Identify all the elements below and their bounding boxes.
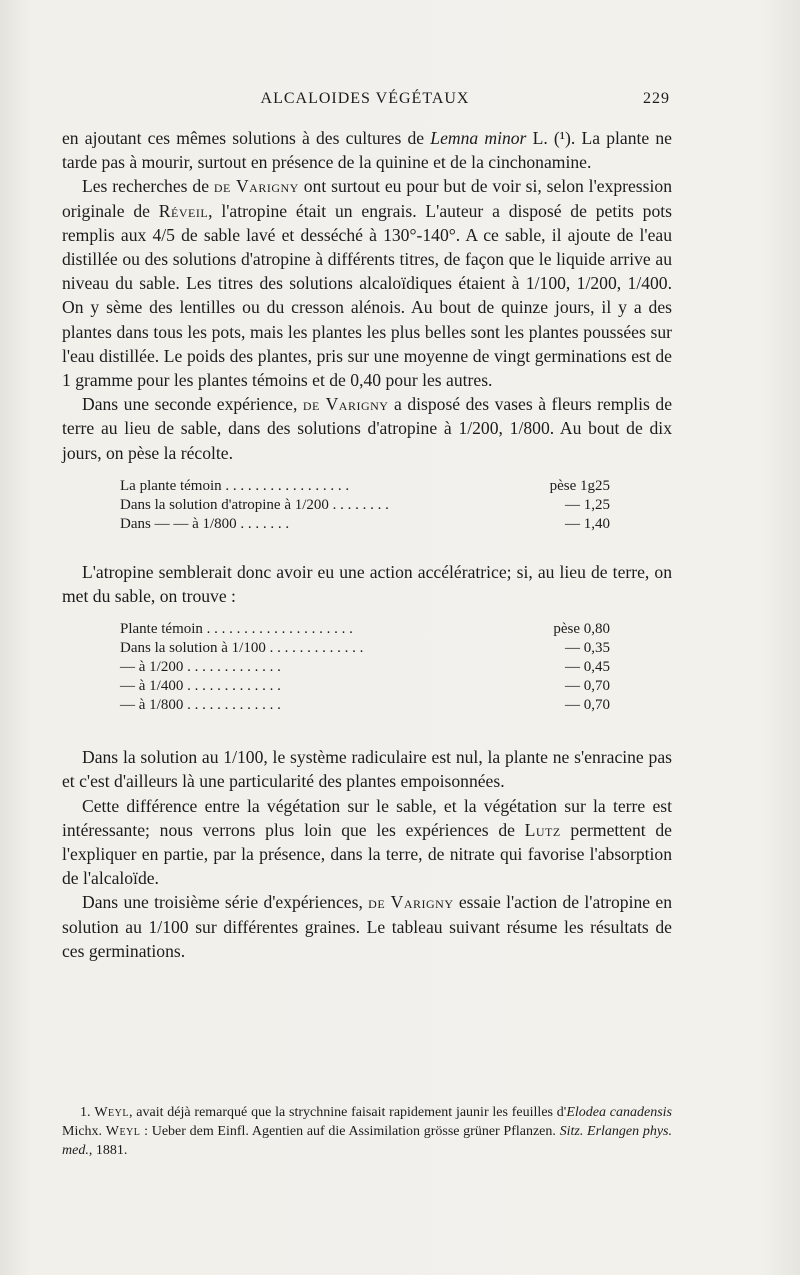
table-row xyxy=(120,477,610,496)
paragraph-2 xyxy=(62,174,672,392)
paragraph-1 xyxy=(62,126,672,174)
species-name: Lemna minor xyxy=(430,128,527,148)
paragraph-7 xyxy=(62,890,672,963)
paragraph-6 xyxy=(62,794,672,891)
row-label: Dans la solution à 1/100 . . . . . . . . . . . . . xyxy=(120,640,364,657)
text-run: : Ueber dem Einfl. Agentien auf die Assimilation grösse grüner Pflanzen. xyxy=(140,1124,560,1139)
text-run: , avait déjà remarqué que la strychnine faisait rapidement jaunir les feuilles d' xyxy=(128,1105,567,1120)
text-run: Michx. xyxy=(62,1124,106,1139)
text-run: en ajoutant ces mêmes solutions à des cultures de xyxy=(62,128,431,148)
text-run: L. (¹). La plante ne tarde pas à mourir, surtout en présence de la quinine et de la cinchonamine. xyxy=(62,128,672,173)
row-label: — à 1/800 . . . . . . . . . . . . . xyxy=(120,697,281,714)
row-value: — 1,25 xyxy=(565,496,610,513)
text-run: essaie l'action de l'atropine en solution au 1/100 sur différentes graines. Le tableau suivant résume les résultats de ces germinations. xyxy=(62,892,672,961)
row-value: — 0,45 xyxy=(565,659,610,676)
page-number: 229 xyxy=(643,90,670,107)
journal-title: Sitz. Erlangen phys. med. xyxy=(62,1124,673,1158)
author-name: de Varigny xyxy=(302,394,389,415)
text-run: a disposé des vases à fleurs remplis de terre au lieu de sable, dans des solutions d'atropine à 1/200, 1/800. Au bout de dix jours, on pèse la récolte. xyxy=(62,394,673,463)
author-name: Réveil xyxy=(158,200,209,221)
row-value: — 0,35 xyxy=(565,640,610,657)
row-value: pèse 0,80 xyxy=(553,621,610,638)
paragraph-3 xyxy=(62,392,672,465)
text-run: ont surtout eu pour but de voir si, selon l'expression originale de xyxy=(62,176,672,221)
paragraph-5: Dans la solution au 1/100, le système radiculaire est nul, la plante ne s'enracine pas et c'est d'ailleurs là une particularité des plantes empoisonnées. xyxy=(62,747,672,792)
text-run: , l'atropine était un engrais. L'auteur a disposé de petits pots remplis aux 4/5 de sable lavé et desséché à 130°-140°. A ce sable, il ajoute de l'eau distillée ou des solutions d'atropine à différents titres, de façon que le liquide arrive au niveau du sable. Les titres des solutions alcaloïdiques étaient à 1/100, 1/200, 1/400. On y sème des lentilles ou du cresson alénois. Au bout de quinze jours, il y a des plantes dans tous les pots, mais les plantes les plus belles sont les plantes poussées sur l'eau distillée. Le poids des plantes, pris sur une moyenne de vingt germinations est de 1 gramme pour les plantes témoins et de 0,40 pour les autres. xyxy=(62,200,672,391)
row-value: — 1,40 xyxy=(565,515,610,532)
row-label: La plante témoin . . . . . . . . . . . . . . . . . xyxy=(120,477,350,494)
table-row xyxy=(120,496,610,515)
row-label: — à 1/400 . . . . . . . . . . . . . xyxy=(120,678,281,695)
text-run: Les recherches de xyxy=(82,176,214,197)
text-run: Dans une troisième série d'expériences, xyxy=(82,892,369,913)
text-run: permettent de l'expliquer en partie, par la présence, dans la terre, de nitrate qui favorise l'absorption de l'alcaloïde. xyxy=(62,819,672,889)
table-row xyxy=(120,639,610,658)
row-label: Plante témoin . . . . . . . . . . . . . . . . . . . . xyxy=(120,621,353,638)
author-name: Weyl xyxy=(94,1105,129,1120)
table-row xyxy=(120,696,610,715)
row-label: Dans — — à 1/800 . . . . . . . xyxy=(120,515,290,532)
page-body xyxy=(62,126,672,963)
species-name: Elodea canadensis xyxy=(566,1105,672,1120)
text-run: , 1881. xyxy=(88,1143,128,1158)
running-title: ALCALOIDES VÉGÉTAUX xyxy=(260,90,470,107)
text-run: Cette différence entre la végétation sur le sable, et la végétation sur la terre est intéressante; nous verrons plus loin que les expériences de xyxy=(62,795,672,840)
row-value: — 0,70 xyxy=(565,697,610,714)
table-row xyxy=(120,620,610,639)
footnote xyxy=(62,1103,672,1160)
table-row xyxy=(120,658,610,677)
row-value: pèse 1g25 xyxy=(549,477,610,494)
row-label: — à 1/200 . . . . . . . . . . . . . xyxy=(120,659,281,676)
results-table-soil xyxy=(120,477,610,534)
author-name: Lutz xyxy=(524,819,561,840)
author-name: de Varigny xyxy=(368,892,454,913)
running-header xyxy=(60,90,670,116)
table-row xyxy=(120,515,610,534)
results-table-sand xyxy=(120,620,610,715)
row-label: Dans la solution d'atropine à 1/200 . . . . . . . . xyxy=(120,496,389,513)
table-row xyxy=(120,677,610,696)
author-name: Weyl xyxy=(105,1124,141,1139)
row-value: — 0,70 xyxy=(565,678,610,695)
text-run: Dans une seconde expérience, xyxy=(82,394,303,415)
author-name: de Varigny xyxy=(213,176,299,197)
footnote-number: 1. xyxy=(80,1105,95,1120)
paragraph-4: L'atropine semblerait donc avoir eu une action accélératrice; si, au lieu de terre, on met du sable, on trouve : xyxy=(62,561,672,607)
